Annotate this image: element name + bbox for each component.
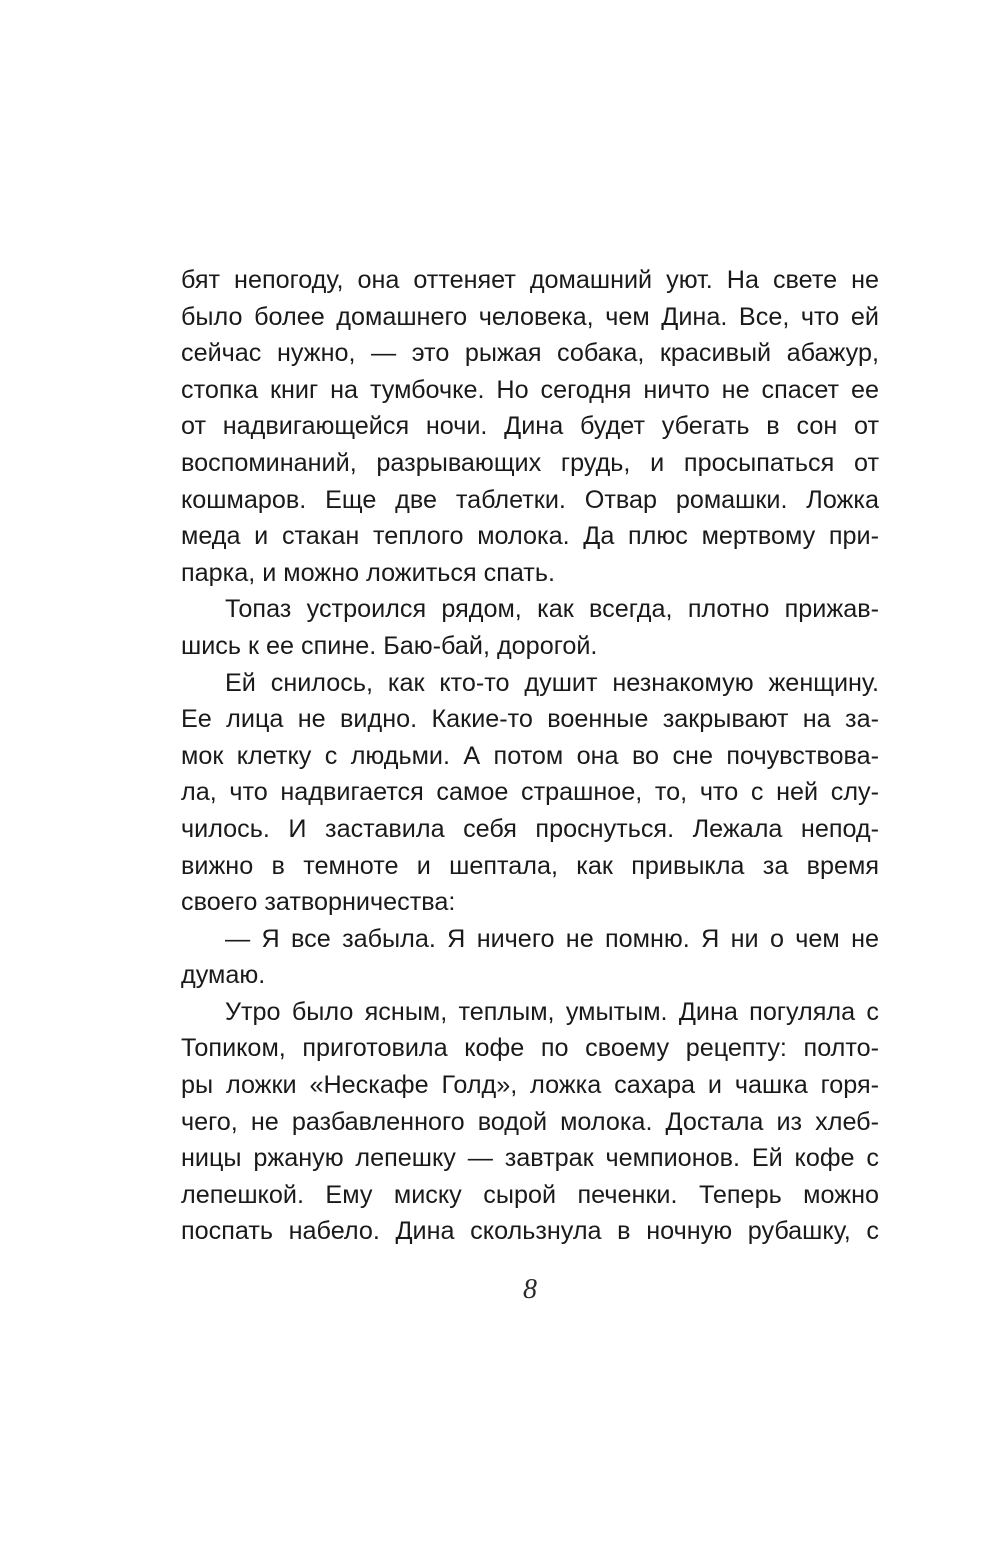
text-line: бят непогоду, она оттеняет домашний уют. На свете не [181, 266, 879, 294]
paragraph [181, 994, 879, 1250]
text-line: — Я все забыла. Я ничего не помню. Я ни о чем не [225, 924, 879, 953]
text-line: меда и стакан теплого молока. Да плюс мертвому при- [181, 522, 879, 551]
text-line: от надвигающейся ночи. Дина будет убегать в сон от [181, 412, 879, 441]
text-line: вижно в темноте и шептала, как привыкла за время [181, 851, 879, 880]
text-line: стопка книг на тумбочке. Но сегодня ничто не спасет ее [181, 375, 879, 404]
text-line: чего, не разбавленного водой молока. Достала из хлеб- [181, 1107, 879, 1136]
text-line: думаю. [181, 961, 266, 990]
text-line: кошмаров. Еще две таблетки. Отвар ромашки. Ложка [181, 485, 879, 514]
paragraph [181, 921, 879, 994]
text-line: воспоминаний, разрывающих грудь, и просыпаться от [181, 448, 879, 477]
text-line: было более домашнего человека, чем Дина. Все, что ей [181, 302, 879, 331]
text-line: Утро было ясным, теплым, умытым. Дина погуляла с [225, 997, 879, 1026]
text-line: парка, и можно ложиться спать. [181, 558, 555, 587]
text-line: сейчас нужно, — это рыжая собака, красивый абажур, [181, 339, 879, 368]
text-line: ла, что надвигается самое страшное, то, что с ней слу- [181, 778, 879, 807]
text-line: чилось. И заставила себя проснуться. Лежала непод- [181, 814, 879, 843]
text-line: своего затворничества: [181, 888, 456, 917]
paragraph [181, 665, 879, 921]
paragraph [181, 591, 879, 664]
text-line: мок клетку с людьми. А потом она во сне почувствова- [181, 741, 879, 770]
text-line: лепешкой. Ему миску сырой печенки. Теперь можно [181, 1180, 879, 1209]
text-line: шись к ее спине. Баю-бай, дорогой. [181, 631, 598, 660]
text-line: Ее лица не видно. Какие-то военные закрывают на за- [181, 705, 879, 734]
text-line: поспать набело. Дина скользнула в ночную рубашку, с [181, 1217, 879, 1246]
paragraph [181, 262, 879, 591]
text-line: ры ложки «Нескафе Голд», ложка сахара и чашка горя- [181, 1071, 879, 1100]
text-line: ницы ржаную лепешку — завтрак чемпионов. Ей кофе с [181, 1144, 879, 1173]
text-line: Топаз устроился рядом, как всегда, плотно прижав- [225, 595, 879, 624]
body-text [181, 262, 879, 1250]
text-line: Топиком, приготовила кофе по своему рецепту: полто- [181, 1034, 879, 1063]
text-line: Ей снилось, как кто-то душит незнакомую женщину. [225, 668, 879, 697]
page-number: 8 [523, 1274, 537, 1305]
